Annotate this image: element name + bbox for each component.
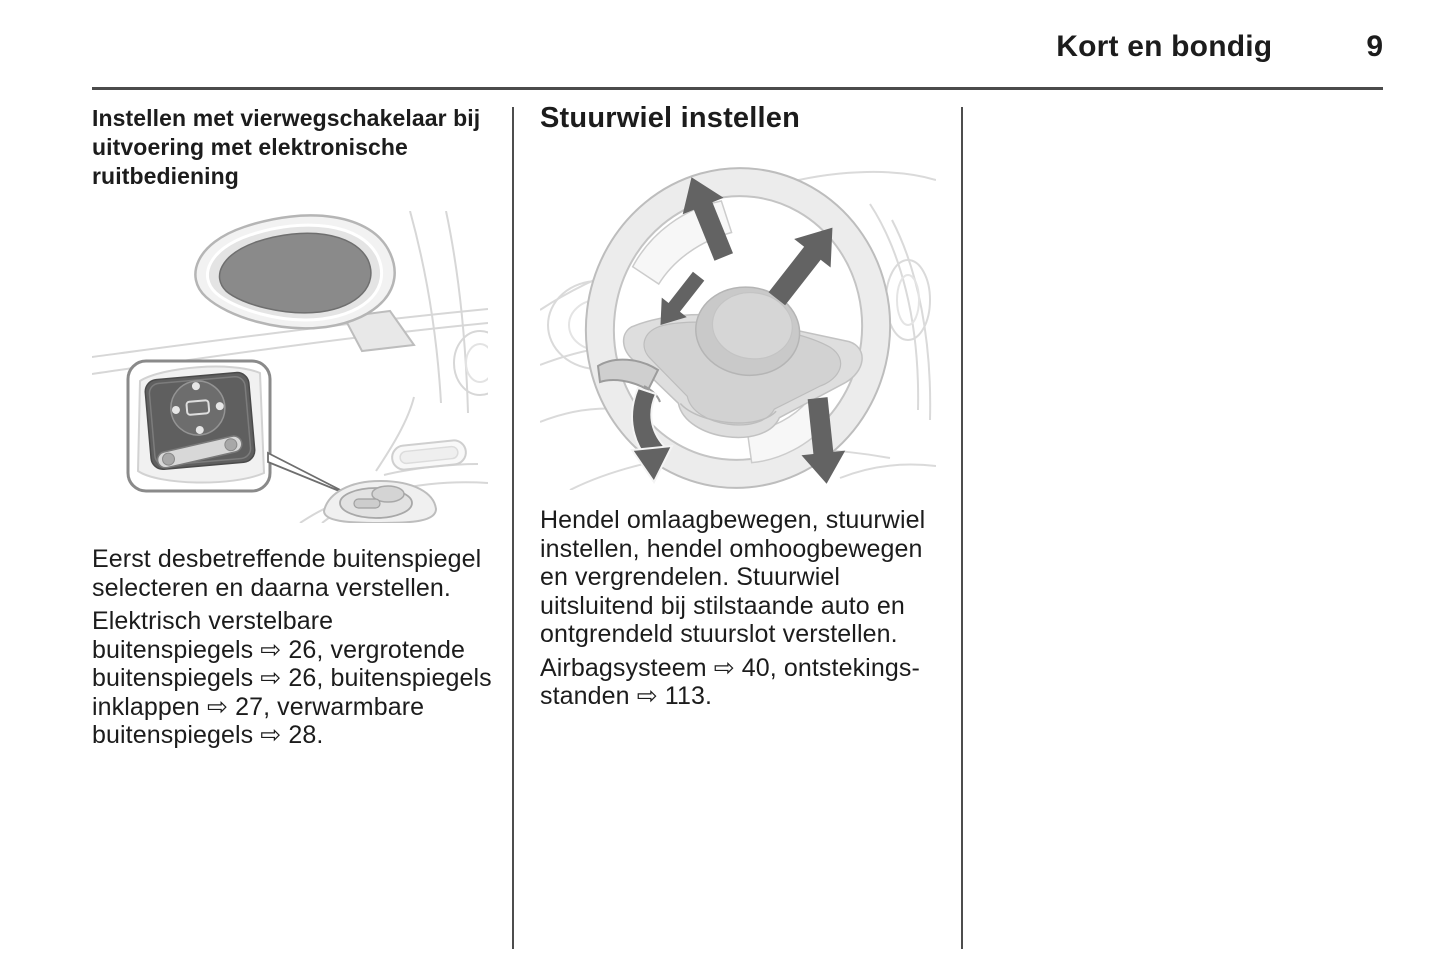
steering-wheel-adjustment-illustration xyxy=(540,160,936,490)
column-divider-right xyxy=(961,107,963,949)
steering-wheel-heading: Stuurwiel instellen xyxy=(540,102,801,134)
door-switch-pod xyxy=(324,481,436,523)
page-number: 9 xyxy=(1366,30,1383,63)
header-rule xyxy=(92,87,1383,90)
page-header xyxy=(92,30,1383,64)
switch-inset-callout xyxy=(128,361,270,491)
mirrors-paragraph-1: Eerst desbetreffende buitenspiegel selecteren en daarna verstellen. xyxy=(92,545,482,602)
door-handle-sketch xyxy=(391,439,467,471)
mirrors-paragraph-2: Elektrisch verstelbare buitenspiegels ⇨ 26, vergrotende buitenspiegels ⇨ 26, buitenspiegels inklappen ⇨ 27, verwarmbare buitenspiegels ⇨ 28. xyxy=(92,607,492,749)
steering-paragraph-1: Hendel omlaagbewegen, stuurwiel instellen, hendel omhoogbewegen en vergrendelen. Stuurwiel uitsluitend bij stilstaande auto en ontgrendeld stuurslot verstellen. xyxy=(540,506,926,648)
mirrors-sub-heading: Instellen met vierwegschakelaar bij uitvoering met elektronische ruitbediening xyxy=(92,105,481,189)
mirror-adjustment-illustration xyxy=(92,211,488,523)
page-header-title: Kort en bondig xyxy=(1056,30,1273,63)
column-mirrors xyxy=(92,104,500,750)
column-divider-left xyxy=(512,107,514,949)
steering-wheel xyxy=(568,160,909,490)
exterior-mirror xyxy=(195,215,414,351)
column-steering-wheel xyxy=(540,100,948,711)
steering-paragraph-2: Airbagsysteem ⇨ 40, ontstekingsstanden ⇨ 113. xyxy=(540,653,920,710)
